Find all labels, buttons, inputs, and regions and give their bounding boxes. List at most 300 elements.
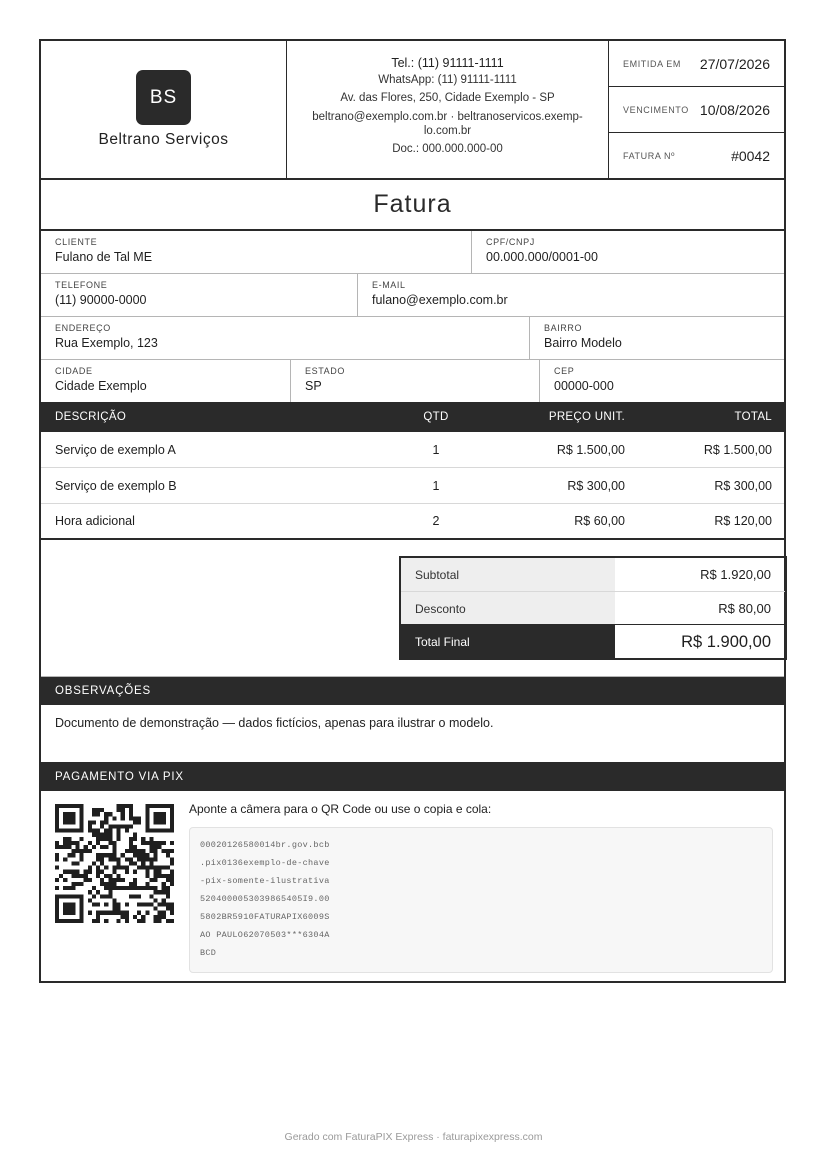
qr-module: [129, 849, 133, 853]
qr-module: [117, 861, 121, 865]
qr-module: [96, 874, 100, 878]
qr-module: [162, 866, 166, 870]
pix-code-line: 00020126580014br.gov.bcb: [200, 840, 330, 850]
totals-box: [399, 556, 787, 660]
qr-module: [100, 825, 104, 829]
client-email-label: E-MAIL: [372, 280, 406, 290]
qr-module: [104, 902, 108, 906]
footer-credit: Gerado com FaturaPIX Express · faturapixexpress.com: [284, 1131, 543, 1143]
qr-module: [133, 915, 137, 919]
qr-module: [129, 825, 133, 829]
qr-module: [117, 804, 121, 808]
meta-due-label: VENCIMENTO: [623, 104, 689, 115]
qr-module: [55, 886, 59, 890]
qr-module: [84, 845, 88, 849]
qr-module: [149, 837, 153, 841]
qr-module: [100, 882, 104, 886]
qr-module: [153, 841, 157, 845]
subtotal-label: Subtotal: [401, 558, 615, 591]
qr-module: [76, 861, 80, 865]
qr-module: [149, 845, 153, 849]
qr-module: [80, 882, 84, 886]
qr-module: [108, 841, 112, 845]
qr-module: [117, 825, 121, 829]
observations-header: OBSERVAÇÕES: [41, 677, 784, 705]
qr-module: [112, 816, 116, 820]
qr-module: [170, 861, 174, 865]
qr-module: [71, 861, 75, 865]
qr-module: [153, 849, 157, 853]
qr-module: [129, 882, 133, 886]
qr-module: [162, 882, 166, 886]
qr-module: [170, 919, 174, 923]
qr-module: [133, 870, 137, 874]
qr-module: [88, 829, 92, 833]
qr-module: [88, 878, 92, 882]
discount-label: Desconto: [401, 592, 615, 625]
qr-module: [141, 841, 145, 845]
client-phone: (11) 90000-0000: [55, 293, 147, 307]
qr-module: [149, 902, 153, 906]
qr-module: [149, 849, 153, 853]
qr-module: [117, 866, 121, 870]
contact-email-line-1: beltrano@exemplo.com.br · beltranoservicos.exemp-: [312, 111, 583, 123]
qr-module: [125, 902, 129, 906]
qr-module: [162, 886, 166, 890]
pix-qr-code: [55, 804, 174, 923]
qr-module: [104, 894, 108, 898]
qr-module: [112, 882, 116, 886]
qr-module: [71, 849, 75, 853]
qr-module: [133, 853, 137, 857]
qr-module: [92, 902, 96, 906]
qr-module: [80, 853, 84, 857]
qr-module: [96, 902, 100, 906]
qr-module: [149, 841, 153, 845]
client-doc-label: CPF/CNPJ: [486, 237, 535, 247]
client-district-cell: [529, 317, 784, 359]
qr-module: [67, 870, 71, 874]
qr-module: [112, 849, 116, 853]
qr-module: [137, 816, 141, 820]
qr-module: [112, 878, 116, 882]
pix-copy-paste-code[interactable]: [189, 827, 773, 973]
qr-module: [141, 915, 145, 919]
qr-module: [80, 837, 84, 841]
qr-module: [125, 825, 129, 829]
qr-module: [133, 849, 137, 853]
qr-module: [100, 853, 104, 857]
qr-module: [149, 894, 153, 898]
qr-module: [162, 841, 166, 845]
qr-module: [55, 878, 59, 882]
qr-module: [137, 919, 141, 923]
qr-module: [158, 915, 162, 919]
qr-module: [59, 874, 63, 878]
qr-module: [170, 874, 174, 878]
qr-module: [129, 845, 133, 849]
qr-module: [96, 919, 100, 923]
qr-module: [166, 902, 170, 906]
item-qty: 1: [432, 478, 440, 493]
qr-module: [76, 874, 80, 878]
client-name-label: CLIENTE: [55, 237, 98, 247]
qr-module: [125, 915, 129, 919]
qr-module: [104, 853, 108, 857]
meta-due: [609, 87, 784, 132]
item-desc: Serviço de exemplo A: [55, 442, 176, 457]
qr-module: [166, 907, 170, 911]
qr-module: [117, 837, 121, 841]
qr-module: [170, 841, 174, 845]
qr-module: [80, 874, 84, 878]
qr-module: [112, 870, 116, 874]
qr-module: [141, 849, 145, 853]
qr-module: [162, 902, 166, 906]
qr-module: [170, 870, 174, 874]
qr-module: [117, 919, 121, 923]
qr-module: [80, 849, 84, 853]
qr-module: [112, 841, 116, 845]
qr-module: [76, 849, 80, 853]
subtotal-row: [401, 558, 785, 592]
qr-module: [133, 816, 137, 820]
meta-number: [609, 133, 784, 178]
qr-module: [104, 866, 108, 870]
qr-module: [88, 890, 92, 894]
qr-module: [166, 886, 170, 890]
meta-number-value: #0042: [731, 147, 770, 164]
qr-module: [88, 820, 92, 824]
qr-module: [170, 907, 174, 911]
qr-module: [149, 861, 153, 865]
qr-module: [104, 886, 108, 890]
qr-module: [121, 804, 125, 808]
meta-number-label: FATURA Nº: [623, 150, 676, 161]
qr-module: [63, 841, 67, 845]
qr-module: [137, 849, 141, 853]
qr-module: [117, 911, 121, 915]
qr-module: [166, 890, 170, 894]
qr-module: [76, 841, 80, 845]
item-unit-price: R$ 1.500,00: [556, 442, 625, 457]
qr-module: [104, 874, 108, 878]
qr-module: [133, 820, 137, 824]
qr-module: [153, 919, 157, 923]
qr-module: [145, 857, 149, 861]
qr-module: [63, 886, 67, 890]
qr-module: [112, 911, 116, 915]
col-total-header: TOTAL: [734, 411, 772, 423]
qr-module: [67, 886, 71, 890]
qr-module: [129, 861, 133, 865]
qr-module: [104, 845, 108, 849]
qr-module: [153, 845, 157, 849]
qr-module: [117, 902, 121, 906]
client-district-label: BAIRRO: [544, 323, 583, 333]
qr-module: [121, 878, 125, 882]
qr-module: [112, 857, 116, 861]
qr-module: [170, 902, 174, 906]
qr-module: [112, 825, 116, 829]
pix-header: PAGAMENTO VIA PIX: [41, 762, 784, 791]
qr-module: [108, 886, 112, 890]
contact-email-line-2: lo.com.br: [423, 125, 472, 137]
qr-module: [141, 857, 145, 861]
qr-module: [80, 857, 84, 861]
qr-module: [129, 857, 133, 861]
qr-module: [129, 886, 133, 890]
qr-module: [96, 915, 100, 919]
qr-module: [137, 886, 141, 890]
client-row-1: [41, 231, 784, 274]
qr-module: [92, 833, 96, 837]
qr-module: [145, 870, 149, 874]
table-row: [41, 503, 784, 540]
brand-logo: BS: [136, 70, 191, 125]
qr-module: [145, 841, 149, 845]
qr-module: [108, 829, 112, 833]
pix-code-line: BCD: [200, 948, 217, 958]
qr-module: [153, 853, 157, 857]
qr-module: [108, 837, 112, 841]
qr-module: [104, 816, 108, 820]
qr-module: [166, 866, 170, 870]
qr-module: [104, 882, 108, 886]
qr-module: [125, 919, 129, 923]
brand-name: Beltrano Serviços: [98, 131, 229, 148]
qr-module: [67, 841, 71, 845]
client-city-label: CIDADE: [55, 366, 93, 376]
qr-module: [125, 886, 129, 890]
qr-module: [108, 911, 112, 915]
item-desc: Serviço de exemplo B: [55, 478, 177, 493]
qr-module: [166, 853, 170, 857]
qr-module: [100, 870, 104, 874]
qr-module: [104, 837, 108, 841]
contact-address: Av. das Flores, 250, Cidade Exemplo - SP: [340, 92, 555, 104]
qr-module: [88, 898, 92, 902]
qr-module: [158, 911, 162, 915]
qr-module: [149, 866, 153, 870]
contact-phone: Tel.: (11) 91111-1111: [391, 56, 504, 70]
qr-module: [133, 837, 137, 841]
qr-module: [55, 853, 59, 857]
qr-module: [158, 919, 162, 923]
qr-module: [170, 849, 174, 853]
qr-module: [117, 833, 121, 837]
qr-module: [100, 837, 104, 841]
qr-module: [170, 882, 174, 886]
client-email: fulano@exemplo.com.br: [372, 293, 508, 307]
item-qty: 2: [432, 513, 440, 528]
qr-module: [117, 907, 121, 911]
qr-module: [117, 808, 121, 812]
qr-module: [125, 857, 129, 861]
qr-module: [145, 882, 149, 886]
qr-module: [121, 915, 125, 919]
item-qty: 1: [432, 442, 440, 457]
qr-module: [71, 853, 75, 857]
qr-module: [104, 812, 108, 816]
client-address-cell: [41, 317, 529, 359]
qr-module: [108, 882, 112, 886]
client-zip-label: CEP: [554, 366, 575, 376]
qr-module: [88, 841, 92, 845]
items-table-header: [41, 402, 784, 432]
invoice-meta: [609, 41, 784, 178]
qr-module: [153, 898, 157, 902]
item-total: R$ 120,00: [714, 513, 772, 528]
qr-module: [133, 886, 137, 890]
qr-module: [121, 825, 125, 829]
subtotal-value: R$ 1.920,00: [700, 567, 771, 582]
qr-module: [145, 886, 149, 890]
qr-module: [55, 857, 59, 861]
col-qty-header: QTD: [423, 411, 449, 423]
qr-module: [129, 837, 133, 841]
item-unit-price: R$ 300,00: [567, 478, 625, 493]
qr-module: [71, 882, 75, 886]
qr-module: [67, 845, 71, 849]
qr-module: [145, 874, 149, 878]
client-state-label: ESTADO: [305, 366, 345, 376]
qr-module: [108, 874, 112, 878]
pix-code-line: AO PAULO62070503***6304A: [200, 930, 330, 940]
qr-module: [96, 857, 100, 861]
table-row: [41, 432, 784, 468]
qr-module: [76, 882, 80, 886]
client-district: Bairro Modelo: [544, 336, 622, 350]
qr-module: [100, 911, 104, 915]
qr-module: [108, 894, 112, 898]
qr-module: [141, 886, 145, 890]
qr-module: [137, 894, 141, 898]
client-doc: 00.000.000/0001-00: [486, 250, 598, 264]
qr-module: [121, 816, 125, 820]
qr-module: [55, 866, 59, 870]
qr-module: [92, 808, 96, 812]
qr-module: [96, 833, 100, 837]
qr-module: [71, 870, 75, 874]
qr-module: [133, 845, 137, 849]
qr-module: [125, 911, 129, 915]
qr-module: [141, 861, 145, 865]
meta-due-value: 10/08/2026: [699, 101, 770, 118]
qr-module: [145, 902, 149, 906]
client-address-label: ENDEREÇO: [55, 323, 111, 333]
qr-module: [125, 829, 129, 833]
qr-module: [112, 853, 116, 857]
qr-module: [108, 812, 112, 816]
qr-module: [112, 845, 116, 849]
meta-issued: [609, 41, 784, 86]
qr-module: [108, 890, 112, 894]
qr-module: [96, 911, 100, 915]
qr-module: [166, 849, 170, 853]
client-zip-cell: [539, 360, 784, 402]
qr-module: [63, 837, 67, 841]
client-name-cell: [41, 231, 471, 273]
qr-module: [137, 866, 141, 870]
qr-module: [145, 866, 149, 870]
qr-module: [121, 808, 125, 812]
qr-module: [104, 833, 108, 837]
client-state-cell: [290, 360, 539, 402]
qr-module: [166, 919, 170, 923]
table-row: [41, 468, 784, 504]
qr-module: [84, 849, 88, 853]
qr-module: [63, 870, 67, 874]
qr-module: [166, 878, 170, 882]
client-email-cell: [357, 274, 784, 316]
client-row-3: [41, 317, 784, 360]
qr-module: [153, 878, 157, 882]
item-total: R$ 300,00: [714, 478, 772, 493]
qr-module: [59, 845, 63, 849]
qr-module: [141, 866, 145, 870]
qr-module: [137, 902, 141, 906]
qr-module: [100, 894, 104, 898]
qr-module: [166, 874, 170, 878]
qr-module: [117, 878, 121, 882]
qr-module: [96, 812, 100, 816]
qr-module: [112, 866, 116, 870]
qr-module: [67, 837, 71, 841]
qr-module: [162, 874, 166, 878]
qr-module: [121, 866, 125, 870]
qr-module: [71, 841, 75, 845]
client-state: SP: [305, 379, 322, 393]
qr-module: [63, 845, 67, 849]
qr-module: [137, 911, 141, 915]
qr-module: [133, 878, 137, 882]
qr-module: [112, 886, 116, 890]
qr-module: [104, 911, 108, 915]
qr-module: [92, 845, 96, 849]
qr-module: [137, 857, 141, 861]
qr-module: [71, 874, 75, 878]
qr-module: [137, 853, 141, 857]
client-phone-cell: [41, 274, 357, 316]
qr-module: [117, 886, 121, 890]
qr-module: [96, 841, 100, 845]
qr-module: [153, 857, 157, 861]
client-address: Rua Exemplo, 123: [55, 336, 158, 350]
qr-module: [129, 808, 133, 812]
qr-module: [121, 853, 125, 857]
qr-module: [88, 911, 92, 915]
qr-module: [100, 808, 104, 812]
qr-module: [84, 870, 88, 874]
client-city-cell: [41, 360, 290, 402]
final-total-row: [401, 624, 785, 659]
qr-module: [153, 870, 157, 874]
qr-module: [104, 919, 108, 923]
item-total: R$ 1.500,00: [703, 442, 772, 457]
item-unit-price: R$ 60,00: [574, 513, 625, 528]
qr-module: [166, 894, 170, 898]
qr-module: [153, 866, 157, 870]
qr-module: [121, 911, 125, 915]
final-total-value: R$ 1.900,00: [681, 632, 771, 651]
qr-module: [158, 890, 162, 894]
qr-module: [162, 849, 166, 853]
qr-module: [92, 861, 96, 865]
qr-module: [92, 919, 96, 923]
qr-module: [170, 911, 174, 915]
qr-module: [96, 829, 100, 833]
